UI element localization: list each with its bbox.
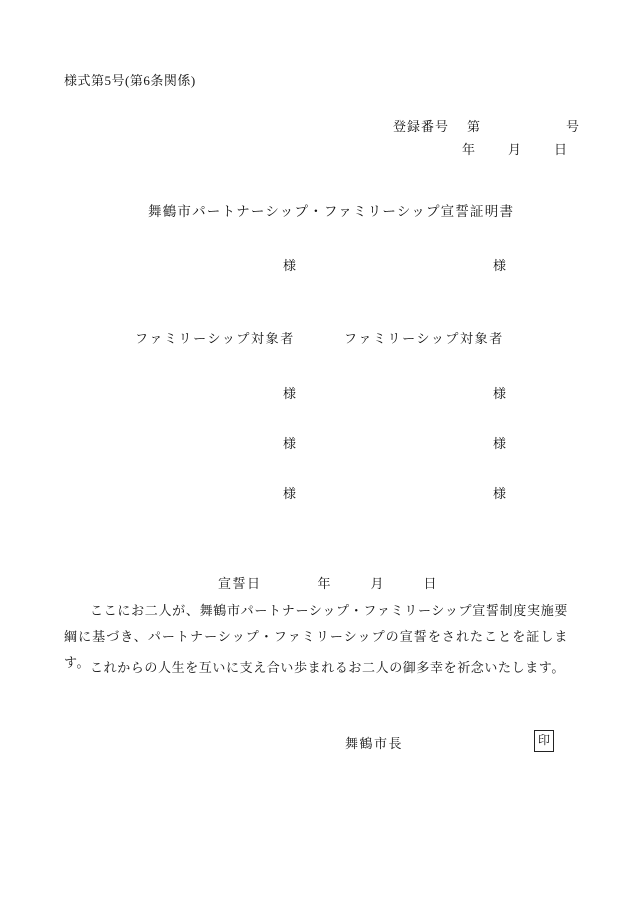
oath-date-year: 年 [317, 576, 331, 591]
issue-date-year: 年 [462, 142, 476, 157]
official-seal-icon: 印 [534, 730, 554, 752]
issue-date-day: 日 [554, 142, 568, 157]
partner-name-right-honorific: 様 [493, 258, 508, 273]
familyship-name-left-honorific: 様 [283, 386, 298, 401]
familyship-name-right-honorific: 様 [493, 436, 508, 451]
oath-date-day: 日 [423, 576, 437, 591]
familyship-label-right: ファミリーシップ対象者 [344, 331, 504, 346]
oath-date-month: 月 [370, 576, 384, 591]
partner-name-left-honorific: 様 [283, 258, 298, 273]
familyship-label-left: ファミリーシップ対象者 [135, 331, 295, 346]
form-number: 様式第5号(第6条関係) [64, 73, 196, 88]
familyship-name-right-honorific: 様 [493, 386, 508, 401]
issue-date-month: 月 [508, 142, 522, 157]
body-paragraph-2: これからの人生を互いに支え合い歩まれるお二人の御多幸を祈念いたします。 [90, 660, 565, 675]
body-paragraph-1: ここにお二人が、舞鶴市パートナーシップ・ファミリーシップ宣誓制度実施要綱に基づき、パートナーシップ・ファミリーシップの宣誓をされたことを証します。 [64, 603, 568, 670]
oath-date-label: 宣誓日 [218, 576, 262, 591]
issue-date-line [449, 123, 567, 174]
registration-number-label: 登録番号 [393, 119, 450, 134]
familyship-name-left-honorific: 様 [283, 436, 298, 451]
familyship-name-right-honorific: 様 [493, 486, 508, 501]
familyship-name-left-honorific: 様 [283, 486, 298, 501]
registration-number-unit: 号 [566, 119, 580, 134]
document-title: 舞鶴市パートナーシップ・ファミリーシップ宣誓証明書 [148, 204, 515, 219]
mayor-signature-label: 舞鶴市長 [345, 736, 404, 751]
registration-number-mark: 第 [467, 119, 481, 134]
